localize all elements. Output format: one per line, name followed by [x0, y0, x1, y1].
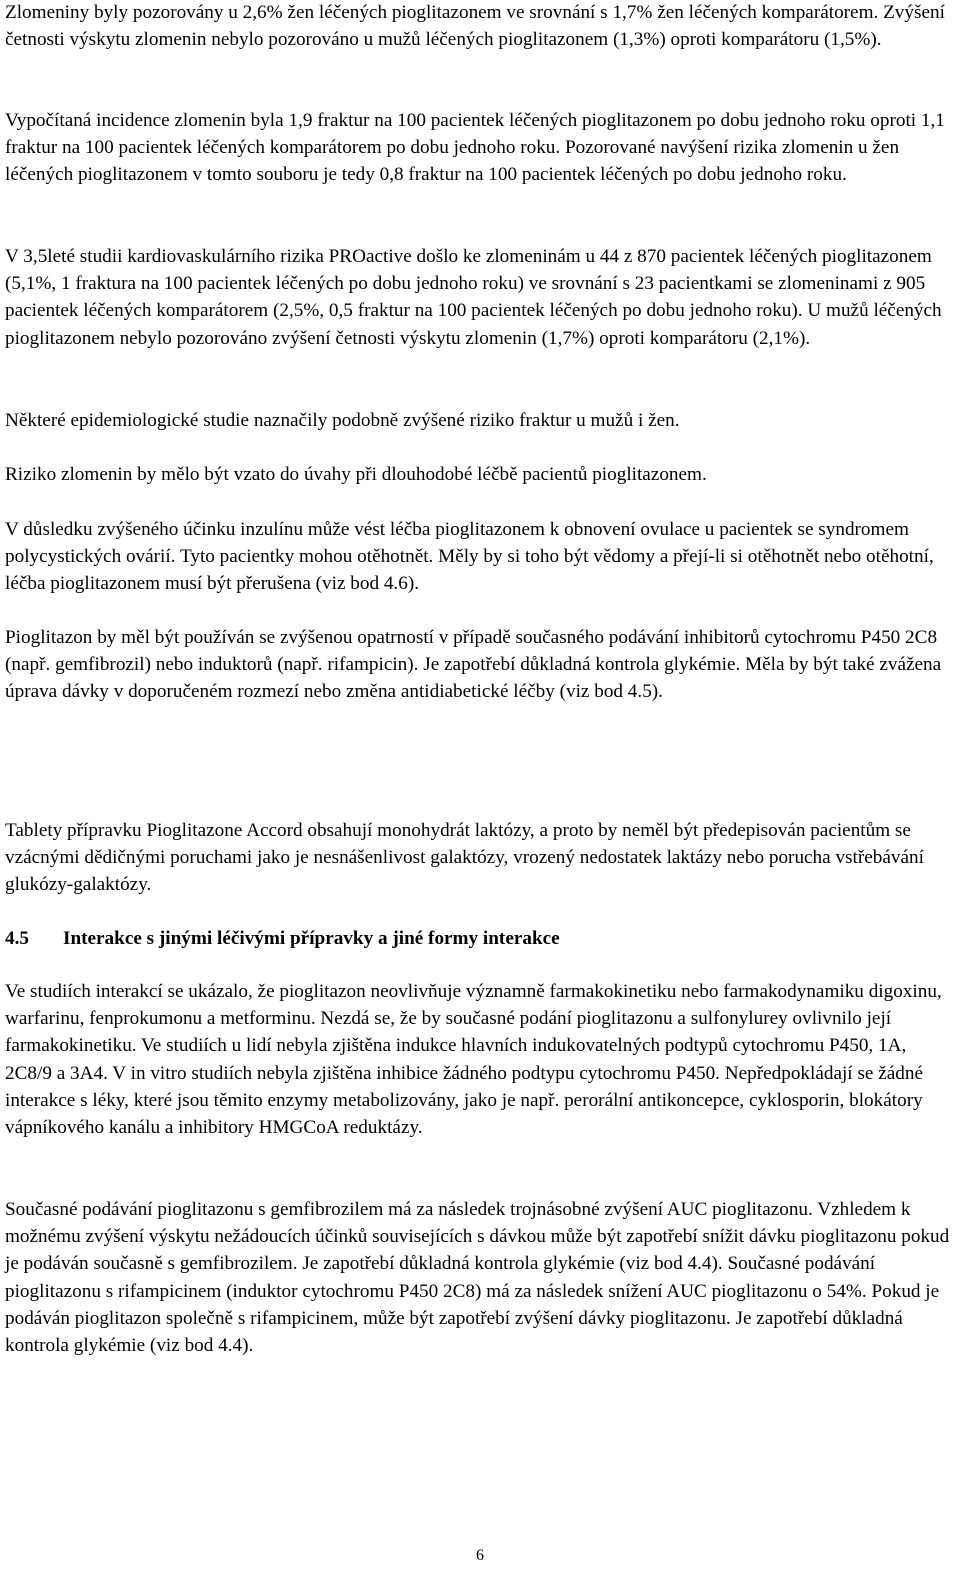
paragraph-fracture-incidence-women: Zlomeniny byly pozorovány u 2,6% žen léčených pioglitazonem ve srovnání s 1,7% žen léčených komparátorem. Zvýšení četnosti výskytu zlomenin nebylo pozorováno u mužů léčených pioglitazonem (1,3%) oproti komparátoru (1,5%).: [5, 2, 945, 51]
paragraph-cyp2c8-caution: Pioglitazon by měl být používán se zvýšenou opatrností v případě současného podávání inhibitorů cytochromu P450 2C8 (např. gemfibrozil) nebo induktorů (např. rifampicin). Je zapotřebí důkladná kontrola glykémie. Měla by být také zvážena úprava dávky v doporučeném rozmezí nebo změna antidiabetické léčby (viz bod 4.5).: [5, 627, 942, 703]
section-title: Interakce s jinými léčivými přípravky a jiné formy interakce: [63, 928, 560, 949]
paragraph-proactive-study: V 3,5leté studii kardiovaskulárního rizika PROactive došlo ke zlomeninám u 44 z 870 pacientek léčených pioglitazonem (5,1%, 1 fraktura na 100 pacientek léčených po dobu jednoho roku) ve srovnání s 23 pacientkami se zlomeninami z 905 pacientek léčených komparátorem (2,5%, 0,5 fraktur na 100 pacientek léčených po dobu jednoho roku). U mužů léčených pioglitazonem nebylo pozorováno zvýšení četnosti výskytu zlomenin (1,7%) oproti komparátoru (2,1%).: [5, 246, 942, 349]
paragraph-epidemiological-studies: Některé epidemiologické studie naznačily podobně zvýšené riziko fraktur u mužů i žen.: [5, 410, 680, 431]
paragraph-ovulation: V důsledku zvýšeného účinku inzulínu může vést léčba pioglitazonem k obnovení ovulace u pacientek se syndromem polycystických ovárií. Tyto pacientky mohou otěhotnět. Měly by si toho být vědomy a přejí-li si otěhotnět nebo otěhotní, léčba pioglitazonem musí být přerušena (viz bod 4.6).: [5, 519, 934, 595]
paragraph-fracture-risk-note: Riziko zlomenin by mělo být vzato do úvahy při dlouhodobé léčbě pacientů pioglitazonem.: [5, 464, 707, 485]
page-number: 6: [476, 1547, 484, 1564]
section-number: 4.5: [5, 928, 29, 949]
paragraph-interaction-studies: Ve studiích interakcí se ukázalo, že pioglitazon neovlivňuje významně farmakokinetiku nebo farmakodynamiku digoxinu, warfarinu, fenprokumonu a metforminu. Nezdá se, že by současné podání pioglitazonu a sulfonylurey ovlivnilo její farmakokinetiku. Ve studiích u lidí nebyla zjištěna indukce hlavních indukovatelných podtypů cytochromu P450, 1A, 2C8/9 a 3A4. V in vitro studiích nebyla zjištěna inhibice žádného podtypu cytochromu P450. Nepředpokládají se žádné interakce s léky, které jsou těmito enzymy metabolizovány, jako je např. perorální antikoncepce, cyklosporin, blokátory vápníkového kanálu a inhibitory HMGCoA reduktázy.: [5, 981, 942, 1139]
paragraph-lactose: Tablety přípravku Pioglitazone Accord obsahují monohydrát laktózy, a proto by neměl být předepisován pacientům se vzácnými dědičnými poruchami jako je nesnášenlivost galaktózy, vrozený nedostatek laktázy nebo porucha vstřebávání glukózy-galaktózy.: [5, 820, 924, 896]
paragraph-calculated-incidence: Vypočítaná incidence zlomenin byla 1,9 fraktur na 100 pacientek léčených pioglitazonem po dobu jednoho roku oproti 1,1 fraktur na 100 pacientek léčených komparátorem po dobu jednoho roku. Pozorované navýšení rizika zlomenin u žen léčených pioglitazonem v tomto souboru je tedy 0,8 fraktur na 100 pacientek léčených po dobu jednoho roku.: [5, 110, 945, 186]
section-heading: [5, 925, 955, 952]
paragraph-gemfibrozil-rifampicin: Současné podávání pioglitazonu s gemfibrozilem má za následek trojnásobné zvýšení AUC pioglitazonu. Vzhledem k možnému zvýšení výskytu nežádoucích účinků souvisejících s dávkou může být zapotřebí snížit dávku pioglitazonu pokud je podáván současně s gemfibrozilem. Je zapotřebí důkladná kontrola glykémie (viz bod 4.4). Současné podávání pioglitazonu s rifampicinem (induktor cytochromu P450 2C8) má za následek snížení AUC pioglitazonu o 54%. Pokud je podáván pioglitazon společně s rifampicinem, může být zapotřebí zvýšení dávky pioglitazonu. Je zapotřebí důkladná kontrola glykémie (viz bod 4.4).: [5, 1199, 950, 1357]
